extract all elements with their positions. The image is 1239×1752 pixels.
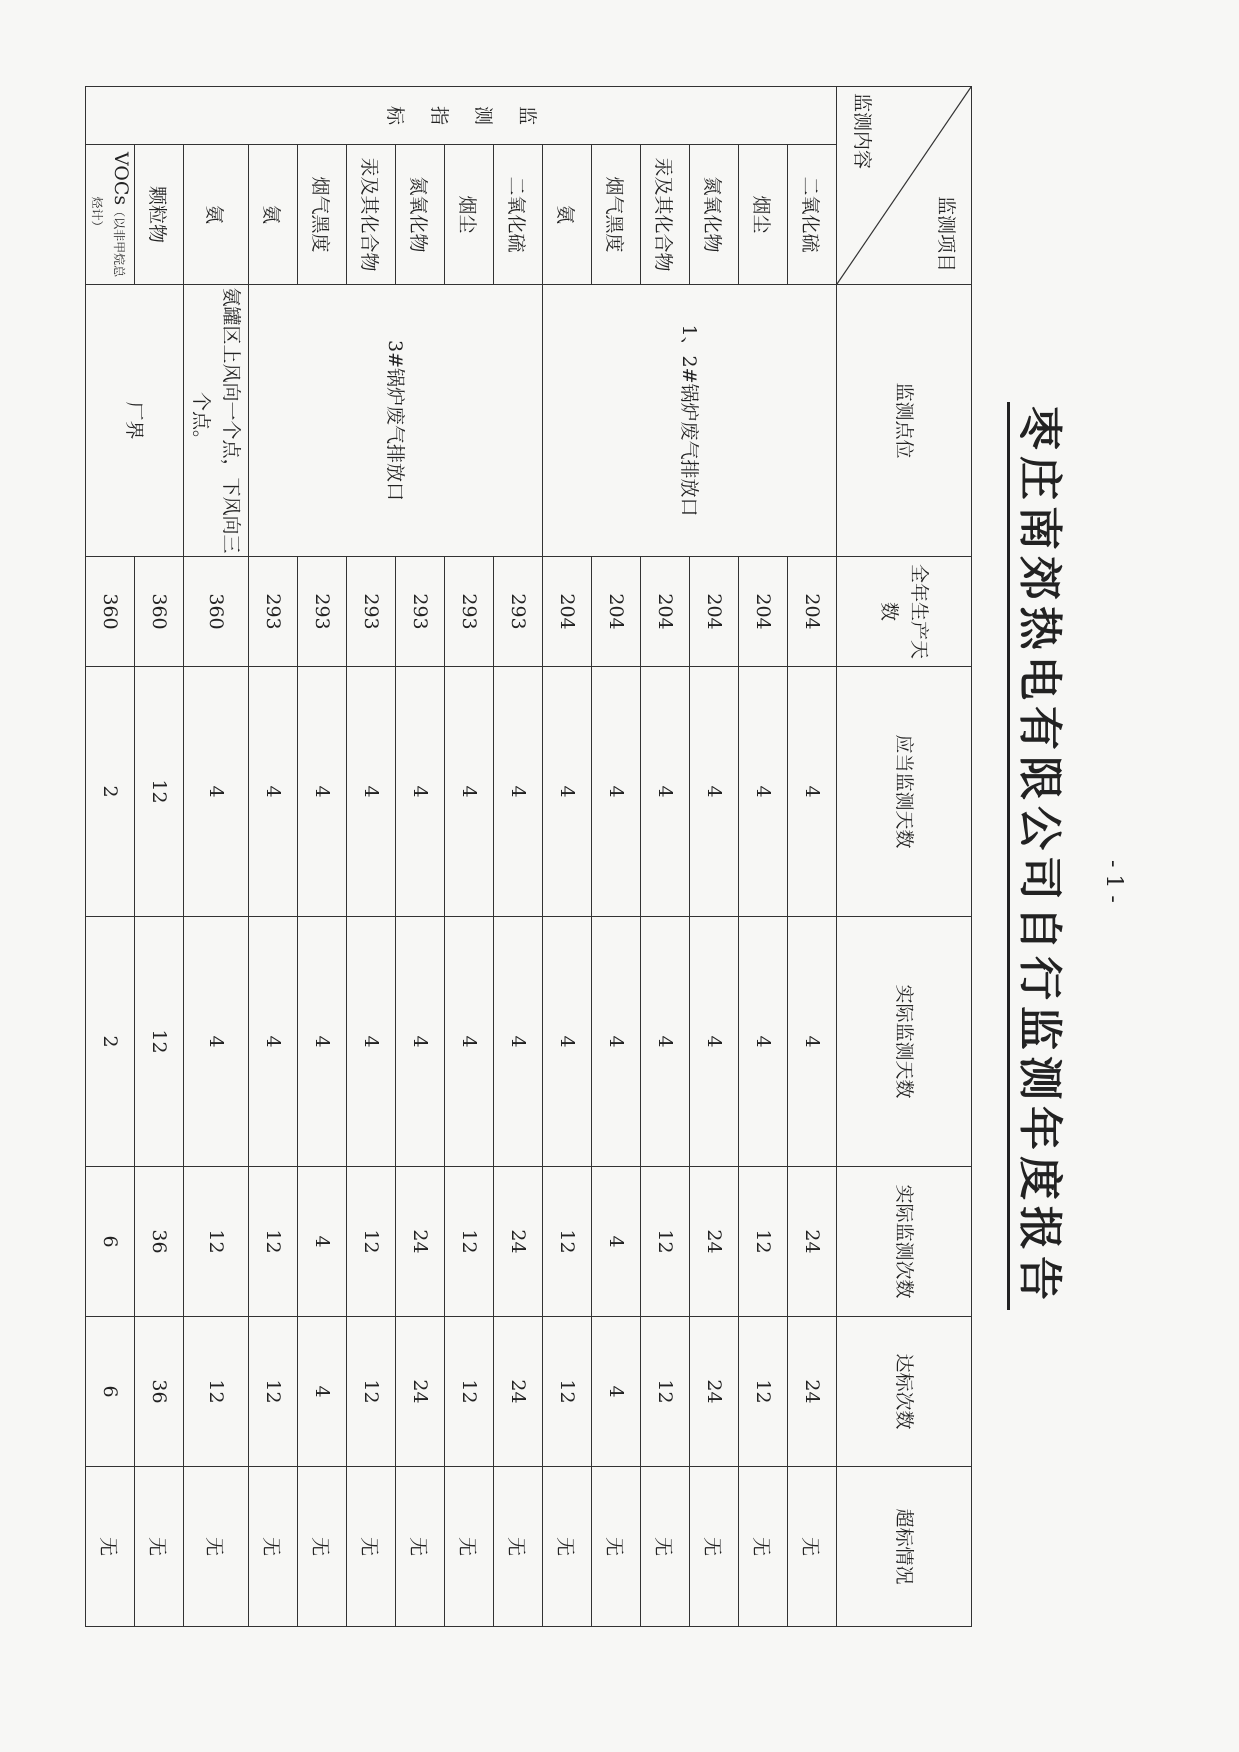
compliant-times-cell: 4 <box>298 1317 347 1467</box>
item-name: 汞及其化合物 <box>652 157 675 272</box>
item-cell <box>445 145 494 285</box>
exceed-cell: 无 <box>184 1467 249 1627</box>
exceed-cell: 无 <box>690 1467 739 1627</box>
actual-days-cell: 4 <box>739 917 788 1167</box>
item-name: 烟气黑度 <box>603 176 626 253</box>
exceed-cell: 无 <box>298 1467 347 1627</box>
production-days-cell: 293 <box>298 557 347 667</box>
production-days-cell: 293 <box>347 557 396 667</box>
compliant-times-cell: 24 <box>690 1317 739 1467</box>
item-cell <box>86 145 135 285</box>
actual-days-cell: 4 <box>396 917 445 1167</box>
actual-days-cell: 4 <box>592 917 641 1167</box>
actual-days-cell: 4 <box>347 917 396 1167</box>
required-days-cell: 4 <box>739 667 788 917</box>
actual-times-cell: 12 <box>543 1167 592 1317</box>
actual-days-cell: 12 <box>135 917 184 1167</box>
report-sheet <box>90 86 1102 1626</box>
item-name: 氮氧化物 <box>701 176 724 253</box>
actual-days-cell: 4 <box>249 917 298 1167</box>
item-cell <box>184 145 249 285</box>
actual-times-cell: 4 <box>592 1167 641 1317</box>
item-name: 颗粒物 <box>146 185 169 243</box>
required-days-cell: 2 <box>86 667 135 917</box>
compliant-times-cell: 24 <box>788 1317 837 1467</box>
compliant-times-cell: 12 <box>184 1317 249 1467</box>
item-cell <box>543 145 592 285</box>
table-body <box>86 87 837 1627</box>
compliant-times-cell: 24 <box>396 1317 445 1467</box>
required-days-cell: 12 <box>135 667 184 917</box>
actual-days-cell: 4 <box>641 917 690 1167</box>
production-days-cell: 204 <box>788 557 837 667</box>
report-title-text: 枣庄南郊热电有限公司自行监测年度报告 <box>1008 402 1077 1310</box>
actual-times-cell: 36 <box>135 1167 184 1317</box>
item-cell <box>135 145 184 285</box>
production-days-cell: 293 <box>494 557 543 667</box>
production-days-cell: 360 <box>86 557 135 667</box>
header-actual-days: 实际监测天数 <box>837 917 972 1167</box>
header-actual-times: 实际监测次数 <box>837 1167 972 1317</box>
point-cell: 氨罐区上风向一个点，下风向三个点。 <box>184 285 249 557</box>
item-name: 二氧化硫 <box>799 176 822 253</box>
production-days-cell: 360 <box>135 557 184 667</box>
actual-days-cell: 4 <box>788 917 837 1167</box>
required-days-cell: 4 <box>592 667 641 917</box>
corner-header-cell <box>837 87 972 285</box>
point-cell: 3#锅炉废气排放口 <box>249 285 543 557</box>
actual-times-cell: 6 <box>86 1167 135 1317</box>
compliant-times-cell: 4 <box>592 1317 641 1467</box>
group-label-char: 指 <box>428 105 450 125</box>
table-row <box>184 87 249 1627</box>
corner-top-label: 监测项目 <box>935 195 957 272</box>
exceed-cell: 无 <box>788 1467 837 1627</box>
required-days-cell: 4 <box>298 667 347 917</box>
exceed-cell: 无 <box>249 1467 298 1627</box>
table-row <box>135 87 184 1627</box>
header-required-days: 应当监测天数 <box>837 667 972 917</box>
production-days-cell: 293 <box>445 557 494 667</box>
compliant-times-cell: 12 <box>347 1317 396 1467</box>
item-name: 烟尘 <box>750 195 773 234</box>
item-cell <box>788 145 837 285</box>
item-name: 汞及其化合物 <box>358 157 381 272</box>
item-cell <box>641 145 690 285</box>
required-days-cell: 4 <box>347 667 396 917</box>
exceed-cell: 无 <box>641 1467 690 1627</box>
point-cell: 1、2#锅炉废气排放口 <box>543 285 837 557</box>
actual-times-cell: 12 <box>184 1167 249 1317</box>
production-days-cell: 204 <box>543 557 592 667</box>
required-days-cell: 4 <box>788 667 837 917</box>
group-label-char: 标 <box>384 105 406 125</box>
required-days-cell: 4 <box>445 667 494 917</box>
actual-days-cell: 4 <box>445 917 494 1167</box>
exceed-cell: 无 <box>396 1467 445 1627</box>
actual-times-cell: 24 <box>494 1167 543 1317</box>
group-label-char: 监 <box>516 105 538 125</box>
production-days-cell: 204 <box>690 557 739 667</box>
table-row <box>788 87 837 1627</box>
actual-times-cell: 12 <box>347 1167 396 1317</box>
actual-days-cell: 4 <box>543 917 592 1167</box>
actual-times-cell: 12 <box>641 1167 690 1317</box>
group-label-char: 测 <box>472 105 494 125</box>
item-name: 氨 <box>203 204 226 224</box>
required-days-cell: 4 <box>396 667 445 917</box>
exceed-cell: 无 <box>86 1467 135 1627</box>
item-name: VOCs <box>110 151 132 206</box>
production-days-cell: 204 <box>739 557 788 667</box>
exceed-cell: 无 <box>494 1467 543 1627</box>
item-cell <box>249 145 298 285</box>
actual-times-cell: 24 <box>788 1167 837 1317</box>
production-days-cell: 293 <box>396 557 445 667</box>
item-cell <box>347 145 396 285</box>
required-days-cell: 4 <box>641 667 690 917</box>
item-cell <box>396 145 445 285</box>
actual-times-cell: 12 <box>445 1167 494 1317</box>
report-title <box>982 86 1102 1626</box>
table-row <box>494 87 543 1627</box>
compliant-times-cell: 36 <box>135 1317 184 1467</box>
corner-bottom-label: 监测内容 <box>851 93 873 170</box>
item-name: 烟气黑度 <box>309 176 332 253</box>
required-days-cell: 4 <box>494 667 543 917</box>
item-name: 烟尘 <box>456 195 479 234</box>
item-name: 氮氧化物 <box>407 176 430 253</box>
actual-days-cell: 4 <box>298 917 347 1167</box>
required-days-cell: 4 <box>184 667 249 917</box>
compliant-times-cell: 12 <box>249 1317 298 1467</box>
item-note: （以非甲烷总烃计） <box>90 196 126 278</box>
compliant-times-cell: 12 <box>543 1317 592 1467</box>
item-name: 氨 <box>554 204 577 224</box>
compliant-times-cell: 12 <box>739 1317 788 1467</box>
item-cell <box>739 145 788 285</box>
production-days-cell: 204 <box>641 557 690 667</box>
actual-days-cell: 4 <box>184 917 249 1167</box>
actual-days-cell: 4 <box>494 917 543 1167</box>
item-cell <box>592 145 641 285</box>
compliant-times-cell: 12 <box>445 1317 494 1467</box>
required-days-cell: 4 <box>690 667 739 917</box>
item-name: 二氧化硫 <box>505 176 528 253</box>
actual-times-cell: 24 <box>690 1167 739 1317</box>
header-point: 监测点位 <box>837 285 972 557</box>
header-exceed: 超标情况 <box>837 1467 972 1627</box>
exceed-cell: 无 <box>135 1467 184 1627</box>
group-label-cell <box>86 87 837 145</box>
actual-times-cell: 24 <box>396 1167 445 1317</box>
point-cell: 厂界 <box>86 285 184 557</box>
header-compliant-times: 达标次数 <box>837 1317 972 1467</box>
item-name: 氨 <box>260 204 283 224</box>
compliant-times-cell: 6 <box>86 1317 135 1467</box>
item-cell <box>298 145 347 285</box>
header-production-days: 全年生产天数 <box>837 557 972 667</box>
production-days-cell: 293 <box>249 557 298 667</box>
exceed-cell: 无 <box>347 1467 396 1627</box>
actual-days-cell: 4 <box>690 917 739 1167</box>
exceed-cell: 无 <box>739 1467 788 1627</box>
production-days-cell: 360 <box>184 557 249 667</box>
actual-times-cell: 12 <box>249 1167 298 1317</box>
exceed-cell: 无 <box>445 1467 494 1627</box>
page-number: - 1 - <box>1101 860 1126 903</box>
item-cell <box>690 145 739 285</box>
exceed-cell: 无 <box>592 1467 641 1627</box>
compliant-times-cell: 12 <box>641 1317 690 1467</box>
required-days-cell: 4 <box>249 667 298 917</box>
actual-days-cell: 2 <box>86 917 135 1167</box>
actual-times-cell: 4 <box>298 1167 347 1317</box>
required-days-cell: 4 <box>543 667 592 917</box>
monitoring-table <box>85 86 972 1627</box>
exceed-cell: 无 <box>543 1467 592 1627</box>
production-days-cell: 204 <box>592 557 641 667</box>
item-cell <box>494 145 543 285</box>
header-row <box>837 87 972 1627</box>
actual-times-cell: 12 <box>739 1167 788 1317</box>
compliant-times-cell: 24 <box>494 1317 543 1467</box>
